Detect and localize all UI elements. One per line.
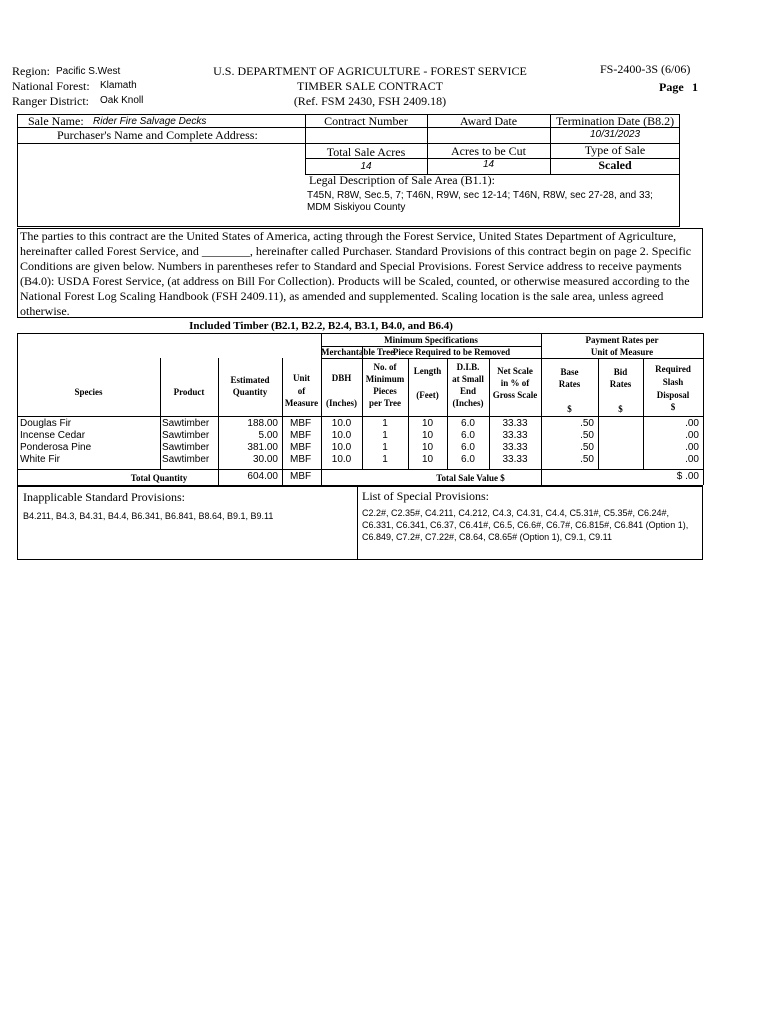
cell-product: Sawtimber <box>162 418 210 429</box>
district-value: Oak Knoll <box>100 95 144 106</box>
unit-header-2: of <box>297 386 306 396</box>
cell-product: Sawtimber <box>162 454 210 465</box>
net-scale-header-2: in % of <box>500 378 530 388</box>
cell-pieces: 1 <box>382 442 388 453</box>
cell-base: .50 <box>580 442 594 453</box>
base-rates-header-2: Rates <box>558 379 581 389</box>
cell-product: Sawtimber <box>162 442 210 453</box>
cell-qty: 5.00 <box>258 430 278 441</box>
legal-description-line2: MDM Siskiyou County <box>307 202 406 213</box>
bid-rates-header-2: Rates <box>609 379 632 389</box>
cell-pieces: 1 <box>382 454 388 465</box>
sale-name-label: Sale Name: <box>28 114 84 128</box>
cell-slash: .00 <box>685 454 699 465</box>
special-provisions-text: C2.2#, C2.35#, C4.211, C4.212, C4.3, C4.31, C4.4, C5.31#, C5.35#, C6.24#, C6.331, C6.341, C6.37, C6.41#, C6.5, C6.6#, C6.7#, C6.815#, C6.841 (Option 1), C6.849, C7.2#, C7.22#, C8.64, C8.65# (Option 1), C9.1, C9.11 <box>362 508 689 542</box>
cell-base: .50 <box>580 418 594 429</box>
district-label: Ranger District: <box>12 94 89 108</box>
region-value: Pacific S.West <box>56 66 121 77</box>
cell-slash: .00 <box>685 442 699 453</box>
unit-header-1: Unit <box>292 373 310 383</box>
merch-tree-header: Merchantable Tree <box>321 347 395 357</box>
acres-cut-value: 14 <box>482 159 495 170</box>
forest-value: Klamath <box>100 80 137 91</box>
cell-species: Incense Cedar <box>20 430 86 441</box>
cell-unit: MBF <box>290 442 312 453</box>
form-number: FS-2400-3S (6/06) <box>600 62 691 76</box>
cell-unit: MBF <box>290 454 312 465</box>
total-quantity-label: Total Quantity <box>130 473 188 483</box>
cell-pieces: 1 <box>382 418 388 429</box>
cell-length: 10 <box>421 430 434 441</box>
total-acres-label: Total Sale Acres <box>326 145 406 159</box>
region-label: Region: <box>12 64 50 78</box>
page-label: Page <box>659 80 684 94</box>
species-header: Species <box>74 387 103 397</box>
slash-header-2: Slash <box>662 377 684 387</box>
contract-number-label: Contract Number <box>324 114 408 128</box>
cell-dbh: 10.0 <box>331 454 352 465</box>
dbh-header-2: (Inches) <box>326 398 357 408</box>
dib-header-1: D.I.B. <box>456 362 480 372</box>
cell-species: Douglas Fir <box>20 418 72 429</box>
form-reference: (Ref. FSM 2430, FSH 2409.18) <box>293 94 447 108</box>
cell-base: .50 <box>580 430 594 441</box>
total-acres-value: 14 <box>360 161 372 172</box>
unit-header-3: Measure <box>284 398 319 408</box>
cell-dbh: 10.0 <box>331 430 352 441</box>
length-header-2: (Feet) <box>416 390 439 400</box>
cell-net: 33.33 <box>502 418 528 429</box>
base-rates-header-3: $ <box>567 404 572 414</box>
pieces-header-2: Minimum <box>365 374 405 384</box>
pieces-header-4: per Tree <box>368 398 402 408</box>
forest-label: National Forest: <box>12 79 90 93</box>
cell-base: .50 <box>580 454 594 465</box>
net-scale-header-3: Gross Scale <box>492 390 538 400</box>
termination-date-value: 10/31/2023 <box>589 129 641 140</box>
pieces-header-3: Pieces <box>373 386 397 396</box>
form-subtitle: TIMBER SALE CONTRACT <box>296 79 443 93</box>
bid-rates-header-3: $ <box>618 404 623 414</box>
sale-type-label: Type of Sale <box>584 143 646 157</box>
dib-header-2: at Small <box>452 374 484 384</box>
bid-rates-header-1: Bid <box>613 367 628 377</box>
pieces-header-1: No. of <box>373 362 397 372</box>
cell-species: Ponderosa Pine <box>20 442 92 453</box>
cell-length: 10 <box>421 442 434 453</box>
award-date-label: Award Date <box>459 114 518 128</box>
base-rates-header-1: Base <box>560 367 579 377</box>
payment-rates-header: Payment Rates per <box>585 335 659 345</box>
net-scale-header-1: Net Scale <box>497 366 533 376</box>
cell-dib: 6.0 <box>461 454 475 465</box>
cell-qty: 381.00 <box>247 442 278 453</box>
cell-slash: .00 <box>685 418 699 429</box>
cell-dbh: 10.0 <box>331 418 352 429</box>
special-provisions-label: List of Special Provisions: <box>362 489 489 503</box>
page-number: 1 <box>692 80 698 94</box>
cell-net: 33.33 <box>502 430 528 441</box>
sale-type-value: Scaled <box>598 158 632 172</box>
est-qty-header-2: Quantity <box>232 387 268 397</box>
total-sale-value: $ .00 <box>676 471 699 482</box>
cell-net: 33.33 <box>502 454 528 465</box>
sale-name-value: Rider Fire Salvage Decks <box>93 116 207 127</box>
cell-species: White Fir <box>20 454 60 465</box>
cell-dib: 6.0 <box>461 418 475 429</box>
legal-description-label: Legal Description of Sale Area (B1.1): <box>309 173 495 187</box>
parties-text: The parties to this contract are the United States of America, acting through the Forest Service, United States Department of Agriculture, hereinafter called Forest Service, and ________, hereinafter called Purchaser. Standard Provisions of this contract begin on page 2. Specific Conditions are given below. Numbers in parentheses refer to Standard and Special Provisions. Forest Service address to receive payments (B4.0): USDA Forest Service, (at address on Bill For Collection). Products will be Scaled, counted, or otherwise measured according to the National Forest Log Scaling Handbook (FSH 2409.11), as amended and supplemented. Scaling location is the sale area, unless agreed otherwise. <box>20 229 692 318</box>
cell-net: 33.33 <box>502 442 528 453</box>
min-specs-header: Minimum Specifications <box>384 335 478 345</box>
unit-measure-header: Unit of Measure <box>590 347 654 357</box>
cell-slash: .00 <box>685 430 699 441</box>
cell-dib: 6.0 <box>461 430 475 441</box>
cell-dbh: 10.0 <box>331 442 352 453</box>
cell-qty: 188.00 <box>247 418 278 429</box>
termination-date-label: Termination Date (B8.2) <box>555 114 675 128</box>
total-sale-value-label: Total Sale Value $ <box>436 473 505 483</box>
cell-length: 10 <box>421 454 434 465</box>
acres-cut-label: Acres to be Cut <box>451 144 526 158</box>
cell-length: 10 <box>421 418 434 429</box>
dib-header-3: End <box>459 386 476 396</box>
length-header-1: Length <box>413 366 442 376</box>
legal-description-line1: T45N, R8W, Sec.5, 7; T46N, R9W, sec 12-14; T46N, R8W, sec 27-28, and 33; <box>307 190 653 201</box>
piece-required-header: Piece Required to be Removed <box>392 347 511 357</box>
product-header: Product <box>173 387 205 397</box>
purchaser-label: Purchaser's Name and Complete Address: <box>57 128 258 142</box>
timber-title: Included Timber (B2.1, B2.2, B2.4, B3.1, B4.0, and B6.4) <box>189 320 453 332</box>
cell-pieces: 1 <box>382 430 388 441</box>
total-quantity-unit: MBF <box>290 471 312 482</box>
est-qty-header-1: Estimated <box>230 375 270 385</box>
cell-dib: 6.0 <box>461 442 475 453</box>
form-title: U.S. DEPARTMENT OF AGRICULTURE - FOREST SERVICE <box>213 64 527 78</box>
slash-header-4: $ <box>670 402 676 412</box>
inapplicable-provisions-text: B4.211, B4.3, B4.31, B4.4, B6.341, B6.841, B8.64, B9.1, B9.11 <box>23 511 274 521</box>
dbh-header-1: DBH <box>331 373 352 383</box>
cell-product: Sawtimber <box>162 430 210 441</box>
slash-header-3: Disposal <box>656 390 690 400</box>
cell-unit: MBF <box>290 430 312 441</box>
total-quantity-value: 604.00 <box>247 471 278 482</box>
cell-unit: MBF <box>290 418 312 429</box>
slash-header-1: Required <box>655 364 691 374</box>
dib-header-4: (Inches) <box>452 398 484 408</box>
inapplicable-provisions-label: Inapplicable Standard Provisions: <box>23 490 185 504</box>
cell-qty: 30.00 <box>252 454 278 465</box>
